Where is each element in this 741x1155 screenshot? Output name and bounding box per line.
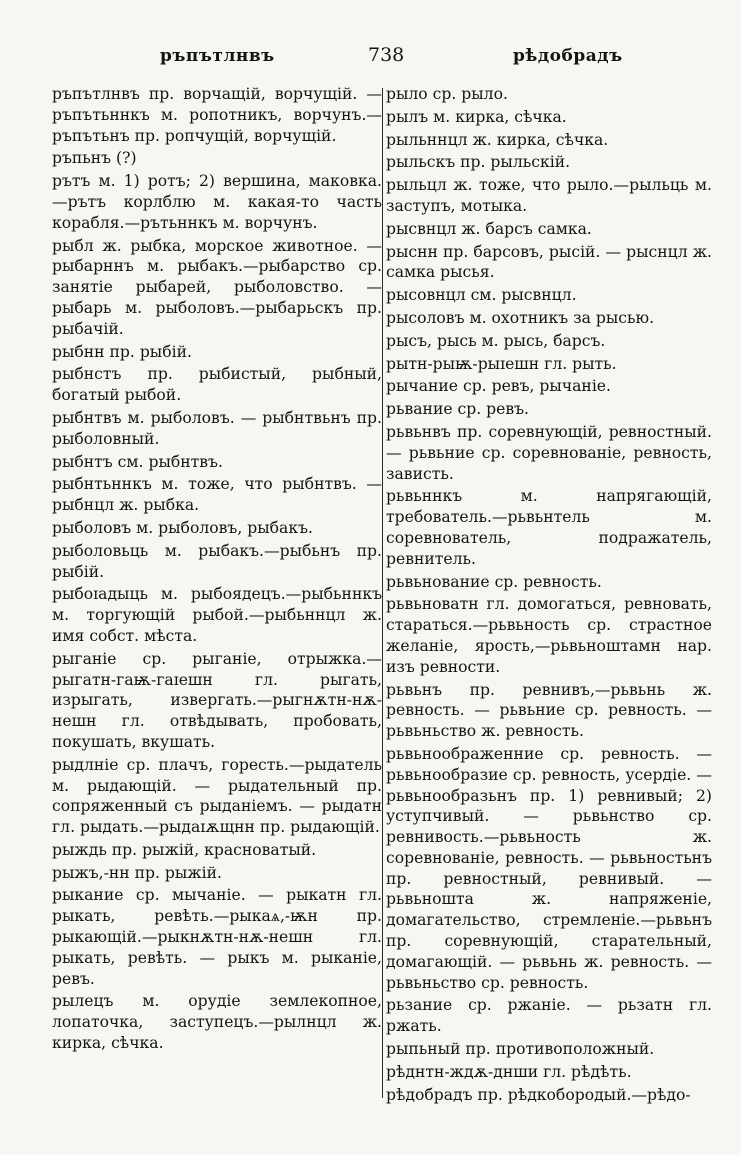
dictionary-entry: ръпьнъ (?): [52, 149, 137, 168]
dictionary-entry: рыкание ср. мычаніе. — рыкатн гл. рыкать, ревѣть.—рыкаѧ,-ѭн пр. рыкающій.—рыкнѫтн-нѫ-нешн гл. рыкать, ревѣть. — рыкъ м. рыканіе, ревъ.: [52, 886, 382, 988]
dictionary-entry: рычание ср. ревъ, рычаніе.: [386, 377, 611, 396]
dictionary-entry: рьзание ср. ржаніе. — рьзатн гл. ржать.: [386, 996, 712, 1036]
right-column: [386, 84, 712, 1107]
dictionary-entry: рьвьннкъ м. напрягающій, требователь.—рьвьнтель м. соревнователь, подражатель, ревнитель.: [386, 487, 712, 568]
dictionary-entry: рѣднтн-ждѫ-днши гл. рѣдѣть.: [386, 1062, 632, 1081]
dictionary-entry: рыло ср. рыло.: [386, 85, 508, 103]
dictionary-entry: рыльскъ пр. рыльскій.: [386, 153, 571, 172]
dictionary-entry: рыбнтвъ м. рыболовъ. — рыбнтвьнъ пр. рыболовный.: [52, 408, 382, 448]
dictionary-entry: рьвьнование ср. ревность.: [386, 572, 602, 591]
header-right-guideword: рѣдобрадъ: [513, 46, 623, 66]
dictionary-entry: рылецъ м. орудіе землекопное, лопаточка, заступецъ.—рылнцл ж. кирка, сѣчка.: [52, 992, 382, 1053]
dictionary-entry: ръпътлнвъ пр. ворчащій, ворчущій. — ръпътьннкъ м. ропотникъ, ворчунъ.—ръпътьнъ пр. ропчущій, ворчущій.: [52, 85, 382, 145]
dictionary-entry: рыбнтьннкъ м. тоже, что рыбнтвъ. — рыбнцл ж. рыбка.: [52, 475, 382, 515]
dictionary-entry: рыждь пр. рыжій, красноватый.: [52, 840, 317, 859]
dictionary-entry: рысъ, рысь м. рысь, барсъ.: [386, 331, 606, 350]
dictionary-entry: рыбнтъ см. рыбнтвъ.: [52, 452, 223, 471]
dictionary-entry: рыпьный пр. противоположный.: [386, 1040, 655, 1059]
dictionary-entry: рысовнцл см. рысвнцл.: [386, 286, 577, 305]
dictionary-entry: рыжъ,-нн пр. рыжій.: [52, 863, 222, 882]
dictionary-entry: рыльннцл ж. кирка, сѣчка.: [386, 130, 609, 149]
dictionary-entry: рыдлніе ср. плачъ, горесть.—рыдатель м. рыдающій. — рыдательный пр. сопряженный съ рыданіемъ. — рыдатн гл. рыдать.—рыдаɪѫщнн пр. рыдающій.: [52, 755, 382, 837]
dictionary-entry: рътъ м. 1) ротъ; 2) вершина, маковка. —рътъ корлблю м. какая-то часть корабля.—рътьннкъ м. ворчунъ.: [52, 172, 382, 232]
dictionary-entry: рыганіе ср. рыганіе, отрыжка.—рыгатн-гаѭ-гаɪешн гл. рыгать, изрыгать, извергать.—рыгнѫтн-нѫ-нешн гл. отвѣдывать, пробовать, покушать, вкушать.: [52, 649, 382, 751]
dictionary-entry: рьвьнъ пр. ревнивъ,—рьвьнь ж. ревность. — рьвьние ср. ревность. — рьвьньство ж. ревность.: [386, 680, 712, 741]
dictionary-entry: рьвание ср. ревъ.: [386, 400, 530, 419]
dictionary-entry: рыбоɪадыць м. рыбоядецъ.—рыбьннкъ м. торгующій рыбой.—рыбьннцл ж. имя собст. мѣста.: [52, 585, 382, 645]
header-left-guideword: ръпътлнвъ: [160, 46, 275, 66]
dictionary-entry: рыбнстъ пр. рыбистый, рыбный, богатый рыбой.: [52, 365, 382, 405]
dictionary-entry: рыболовьць м. рыбакъ.—рыбьнъ пр. рыбій.: [52, 541, 382, 581]
dictionary-entry: рыснн пр. барсовъ, рысій. — рыснцл ж. самка рысья.: [386, 242, 712, 282]
dictionary-entry: рьвьноображенние ср. ревность. — рьвьнообразие ср. ревность, усердіе. — рьвьнообразьнъ пр. 1) ревнивый; 2) уступчивый. — рьвьнство ср. ревнивость.—рьвьность ж. соревнованіе, ревность. — рьвьностьнъ пр. ревностный, ревнивый. —рьвьношта ж. напряженіе, домагательство, стремленіе.—рьвьнъ пр. соревнующій, старательный, домагающій. — рьвьнь ж. ревность. — рьвьньство ср. ревность.: [386, 744, 712, 992]
dictionary-entry: рыболовъ м. рыболовъ, рыбакъ.: [52, 518, 313, 537]
dictionary-entry: рысвнцл ж. барсъ самка.: [386, 219, 592, 238]
dictionary-entry: рыбл ж. рыбка, морское животное. —рыбарннъ м. рыбакъ.—рыбарство ср. занятіе рыбарей, рыболовство. —рыбарь м. рыболовъ.—рыбарьскъ пр. рыбачій.: [52, 236, 382, 338]
page-header: [0, 46, 741, 76]
left-column: [52, 84, 382, 1056]
dictionary-entry: рьвьнвъ пр. соревнующій, ревностный. — рьвьние ср. соревнованіе, ревность, зависть.: [386, 422, 712, 483]
page-number: 738: [368, 44, 405, 66]
column-divider: [382, 88, 383, 1098]
dictionary-entry: рытн-рыѭ-рыɪешн гл. рыть.: [386, 354, 617, 373]
dictionary-entry: рыбнн пр. рыбій.: [52, 342, 192, 361]
dictionary-entry: рылъ м. кирка, сѣчка.: [386, 107, 567, 126]
dictionary-entry: рѣдобрадъ пр. рѣдкобородый.—рѣдо-: [386, 1085, 691, 1104]
dictionary-entry: рысоловъ м. охотникъ за рысью.: [386, 308, 655, 327]
dictionary-entry: рыльцл ж. тоже, что рыло.—рыльць м. заступъ, мотыка.: [386, 176, 712, 215]
dictionary-entry: рьвьноватн гл. домогаться, ревновать, стараться.—рьвьность ср. страстное желаніе, ярость,—рьвьноштамн нар. изъ ревности.: [386, 595, 712, 676]
